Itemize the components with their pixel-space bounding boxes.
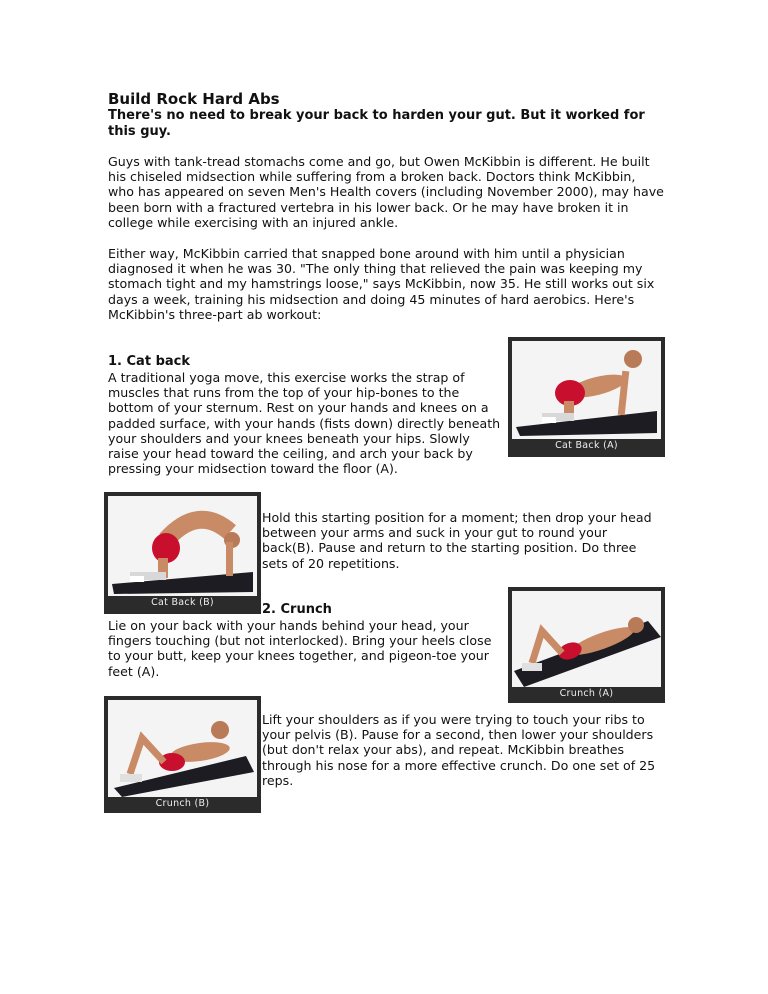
cat-back-text-a: A traditional yoga move, this exercise works the strap of muscles that runs from the top of your hip-bones to the bottom of your sternum. Rest on your hands and knees on a padded surface, with your hands (fists down) directly beneath your shoulders and your knees beneath your hips. Slowly raise your head toward the ceiling, and arch your back by pressing your midsection toward the floor (A).	[108, 370, 501, 477]
intro-paragraph-1: Guys with tank-tread stomachs come and go, but Owen McKibbin is different. He built his chiseled midsection while suffering from a broken back. Doctors think McKibbin, who has appeared on seven Men's Health covers (including November 2000), may have been born with a fractured vertebra in his lower back. Or he may have broken it in college while exercising with an injured ankle.	[108, 154, 664, 230]
figure-cat-back-a	[508, 337, 665, 457]
figure-crunch-b	[104, 696, 261, 813]
crunch-a-photo	[512, 591, 661, 687]
figure-cat-back-b	[104, 492, 261, 614]
cat-back-a-caption: Cat Back (A)	[555, 440, 618, 451]
cat-back-a-photo	[512, 341, 661, 439]
article-title: Build Rock Hard Abs	[108, 90, 280, 108]
article-subtitle: There's no need to break your back to harden your gut. But it worked for this guy.	[108, 108, 645, 139]
crunch-text-a: Lie on your back with your hands behind your head, your fingers touching (but not interlocked). Bring your heels close to your butt, keep your knees together, and pigeon-toe your feet (A).	[108, 618, 492, 679]
intro-paragraph-2: Either way, McKibbin carried that snapped bone around with him until a physician diagnosed it when he was 30. "The only thing that relieved the pain was keeping my stomach tight and my hamstrings loose," says McKibbin, now 35. He still works out six days a week, training his midsection and doing 45 minutes of hard aerobics. Here's McKibbin's three-part ab workout:	[108, 246, 655, 322]
cat-back-b-photo	[108, 496, 257, 596]
figure-crunch-a	[508, 587, 665, 703]
crunch-b-caption: Crunch (B)	[155, 798, 210, 809]
crunch-a-caption: Crunch (A)	[559, 688, 614, 699]
crunch-b-photo	[108, 700, 257, 797]
cat-back-text-b: Hold this starting position for a moment; then drop your head between your arms and suck in your gut to round your back(B). Pause and return to the starting position. Do three sets of 20 repetitions.	[262, 510, 652, 571]
cat-back-b-caption: Cat Back (B)	[151, 597, 214, 608]
crunch-heading: 2. Crunch	[262, 602, 332, 617]
cat-back-heading: 1. Cat back	[108, 354, 190, 369]
crunch-text-b: Lift your shoulders as if you were trying to touch your ribs to your pelvis (B). Pause for a second, then lower your shoulders (but don't relax your abs), and repeat. McKibbin breathes through his nose for a more effective crunch. Do one set of 25 reps.	[262, 712, 656, 788]
